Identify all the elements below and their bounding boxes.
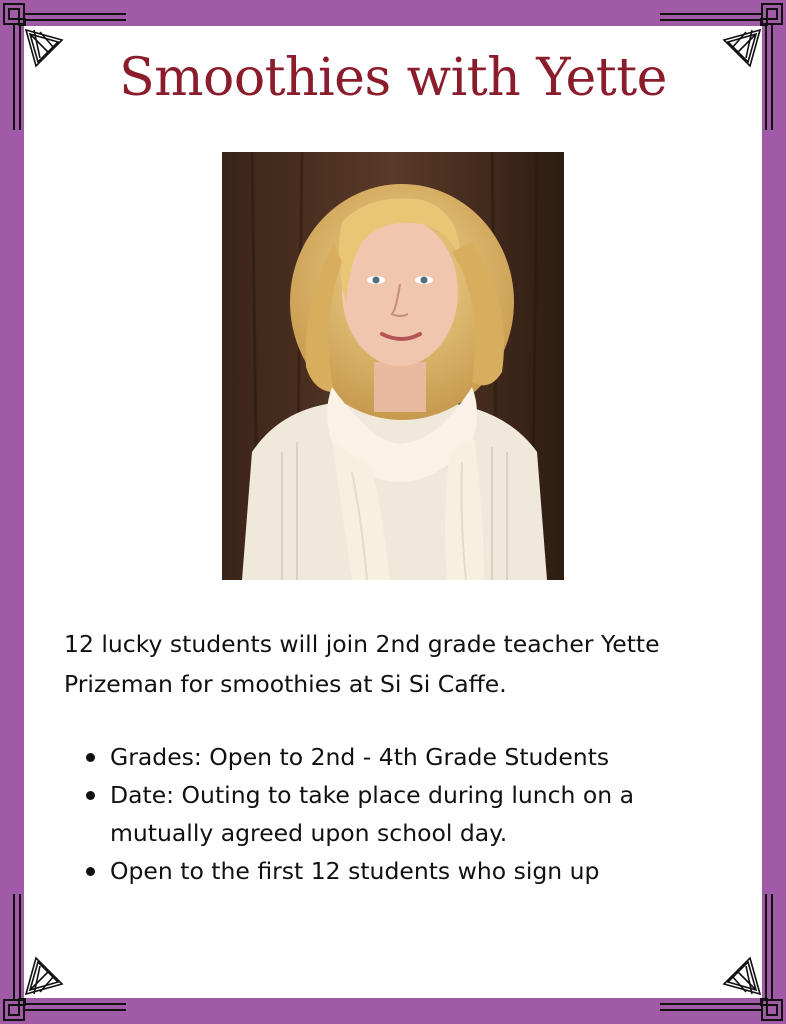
- portrait-photo: [222, 152, 564, 580]
- list-item: Grades: Open to 2nd - 4th Grade Students: [64, 738, 734, 776]
- list-item: Open to the first 12 students who sign up: [64, 852, 734, 890]
- list-item: Date: Outing to take place during lunch on a mutually agreed upon school day.: [64, 776, 734, 852]
- corner-ornament-bottom-right-icon: [656, 894, 786, 1024]
- page-title: Smoothies with Yette: [119, 48, 667, 108]
- details-list: [64, 738, 734, 890]
- corner-ornament-bottom-left-icon: [0, 894, 130, 1024]
- intro-paragraph: 12 lucky students will join 2nd grade teacher Yette Prizeman for smoothies at Si Si Caffe.: [64, 630, 660, 698]
